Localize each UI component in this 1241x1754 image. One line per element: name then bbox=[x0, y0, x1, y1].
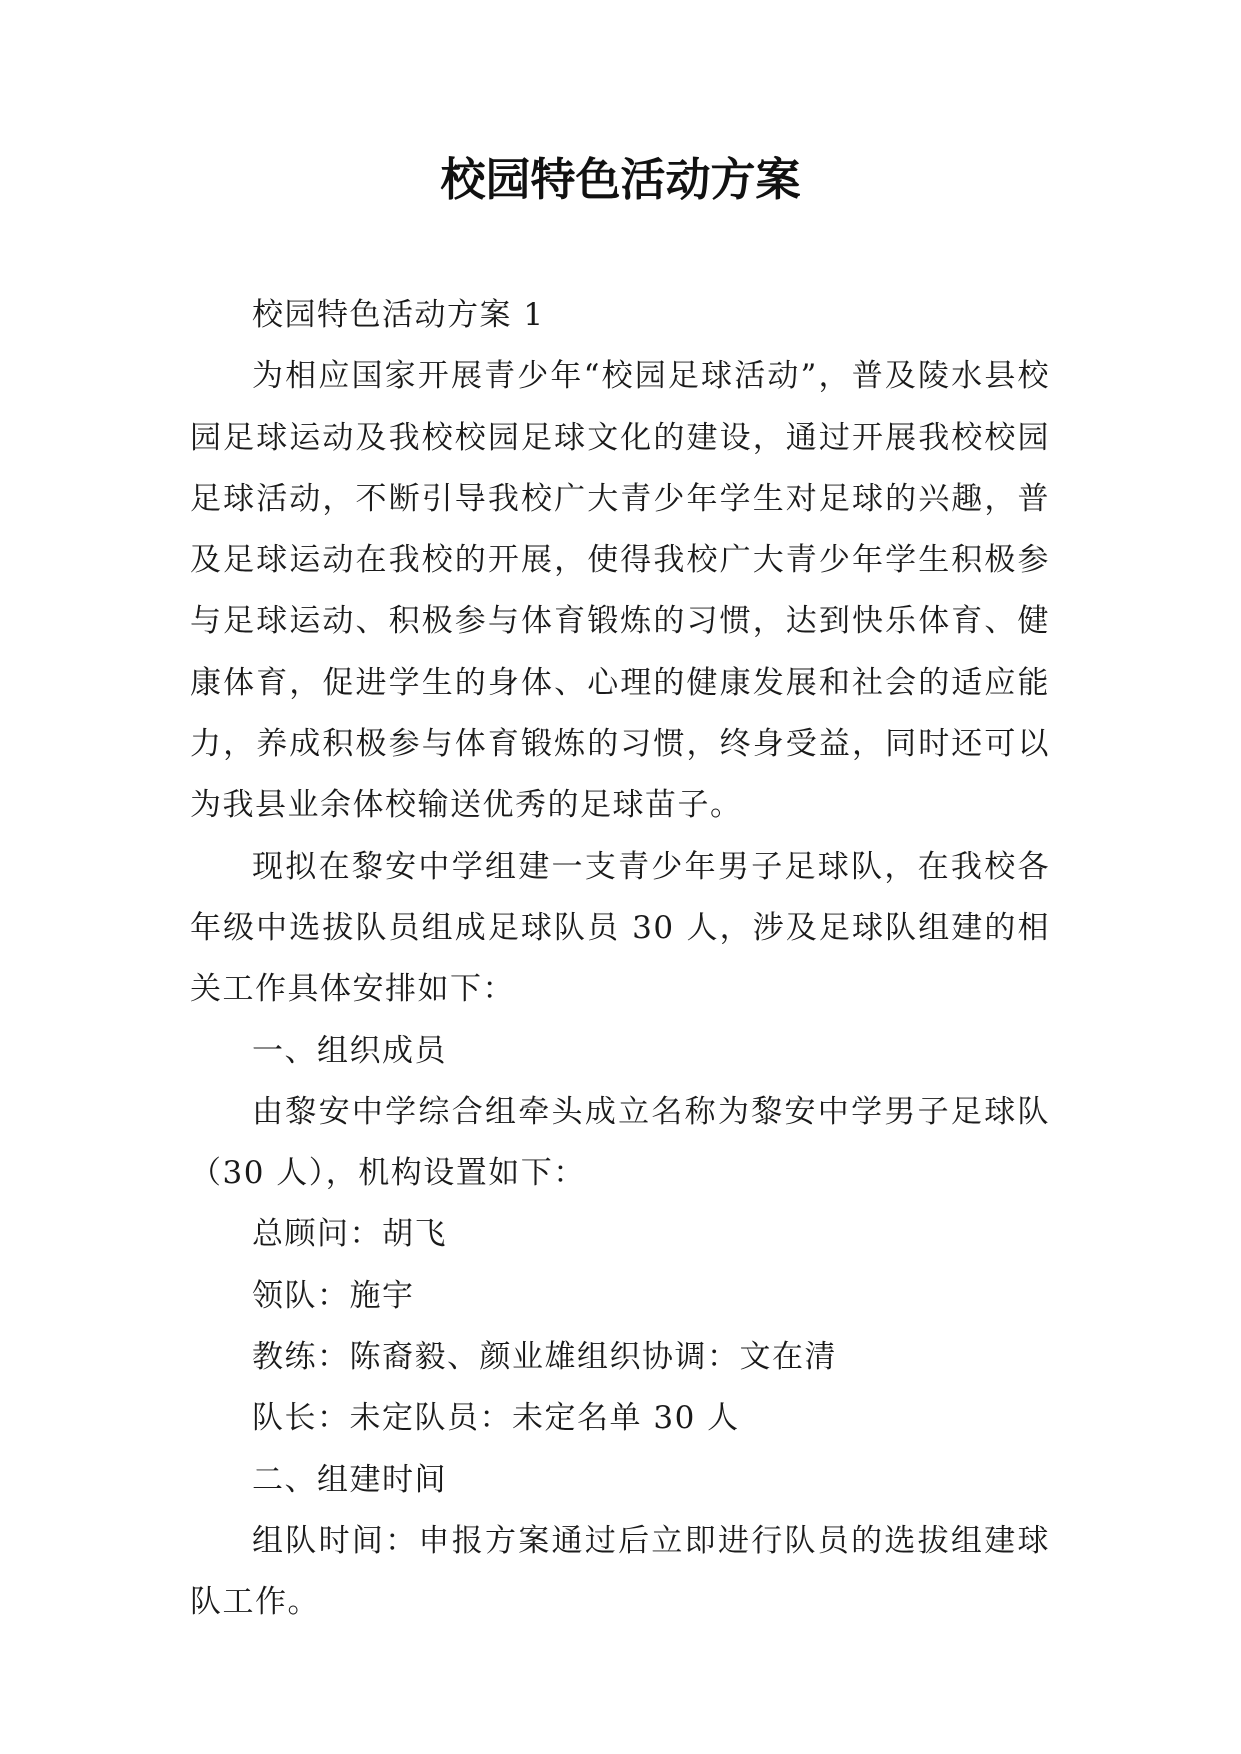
section-heading: 二、组建时间 bbox=[252, 1461, 447, 1498]
section-heading: 一、组织成员 bbox=[252, 1032, 447, 1069]
list-item: 队长：未定队员：未定名单 30 人 bbox=[252, 1400, 740, 1437]
paragraph: 现拟在黎安中学组建一支青少年男子足球队，在我校各年级中选拔队员组成足球队员 30 人，涉及足球队组建的相关工作具体安排如下： bbox=[190, 848, 1050, 1008]
paragraph: 为相应国家开展青少年“校园足球活动”，普及陵水县校园足球运动及我校校园足球文化的建设，通过开展我校校园足球活动，不断引导我校广大青少年学生对足球的兴趣，普及足球运动在我校的开展，使得我校广大青少年学生积极参与足球运动、积极参与体育锻炼的习惯，达到快乐体育、健康体育，促进学生的身体、心理的健康发展和社会的适应能力，养成积极参与体育锻炼的习惯，终身受益，同时还可以为我县业余体校输送优秀的足球苗子。 bbox=[190, 358, 1050, 824]
document-body bbox=[190, 285, 1050, 1634]
list-item: 教练：陈裔毅、颜业雄组织协调：文在清 bbox=[252, 1339, 837, 1376]
list-item: 领队：施宇 bbox=[252, 1277, 415, 1314]
paragraph: 由黎安中学综合组牵头成立名称为黎安中学男子足球队（30 人），机构设置如下： bbox=[190, 1093, 1050, 1192]
paragraph: 组队时间：申报方案通过后立即进行队员的选拔组建球队工作。 bbox=[190, 1522, 1050, 1621]
list-item: 总顾问：胡飞 bbox=[252, 1216, 447, 1253]
document-title: 校园特色活动方案 bbox=[440, 153, 801, 206]
section-heading: 校园特色活动方案 1 bbox=[252, 297, 545, 333]
